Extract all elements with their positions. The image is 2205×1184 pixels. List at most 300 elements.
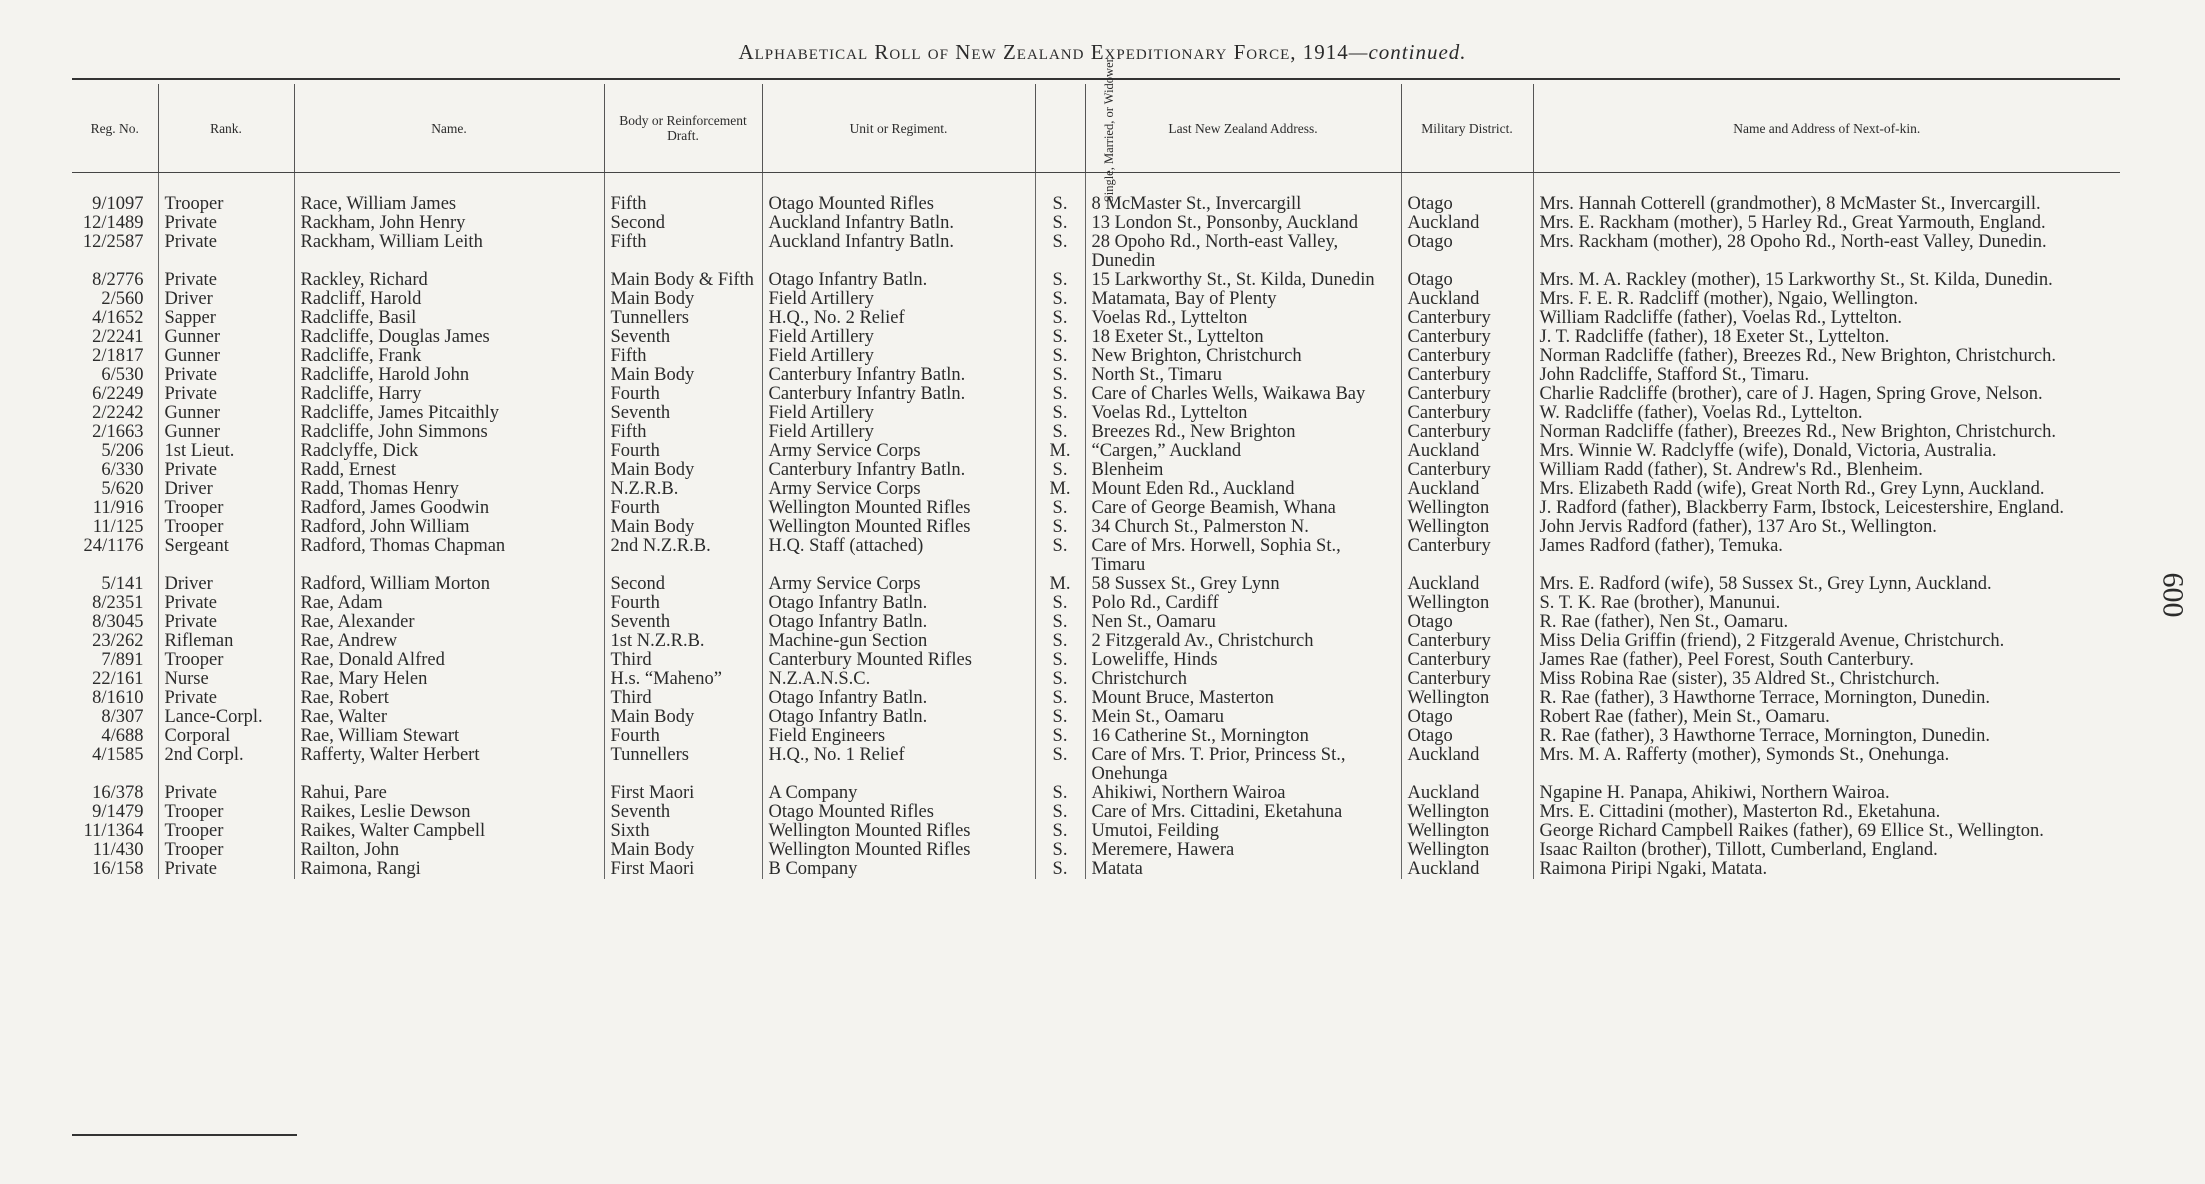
reg-no-cell: 5/620: [72, 480, 158, 499]
draft-cell: Seventh: [604, 613, 762, 632]
table-row: [72, 404, 2120, 423]
address-cell: Care of Mrs. Horwell, Sophia St., Timaru: [1085, 537, 1401, 575]
address-cell: Loweliffe, Hinds: [1085, 651, 1401, 670]
bottom-rule: [72, 1134, 297, 1136]
name-cell: Rae, William Stewart: [294, 727, 604, 746]
table-row: [72, 651, 2120, 670]
marital-cell: S.: [1035, 746, 1085, 784]
name-cell: Rae, Robert: [294, 689, 604, 708]
marital-cell: S.: [1035, 651, 1085, 670]
district-cell: Auckland: [1401, 575, 1533, 594]
district-cell: Auckland: [1401, 860, 1533, 879]
reg-no-cell: 24/1176: [72, 537, 158, 575]
unit-cell: Army Service Corps: [762, 480, 1035, 499]
table-row: [72, 575, 2120, 594]
reg-no-cell: 12/1489: [72, 214, 158, 233]
rank-cell: Gunner: [158, 423, 294, 442]
reg-no-cell: 22/161: [72, 670, 158, 689]
reg-no-cell: 9/1479: [72, 803, 158, 822]
draft-cell: First Maori: [604, 784, 762, 803]
rank-cell: Nurse: [158, 670, 294, 689]
address-cell: Mount Bruce, Masterton: [1085, 689, 1401, 708]
name-cell: Radford, Thomas Chapman: [294, 537, 604, 575]
table-row: [72, 594, 2120, 613]
draft-cell: Main Body: [604, 366, 762, 385]
unit-cell: Auckland Infantry Batln.: [762, 214, 1035, 233]
name-cell: Radcliff, Harold: [294, 290, 604, 309]
unit-cell: H.Q. Staff (attached): [762, 537, 1035, 575]
rank-cell: Gunner: [158, 328, 294, 347]
table-row: [72, 708, 2120, 727]
name-cell: Rafferty, Walter Herbert: [294, 746, 604, 784]
table-row: [72, 328, 2120, 347]
draft-cell: First Maori: [604, 860, 762, 879]
address-cell: Breezes Rd., New Brighton: [1085, 423, 1401, 442]
reg-no-cell: 2/1663: [72, 423, 158, 442]
table-row: [72, 670, 2120, 689]
kin-cell: R. Rae (father), 3 Hawthorne Terrace, Mornington, Dunedin.: [1539, 727, 1990, 746]
district-cell: Wellington: [1401, 841, 1533, 860]
rank-cell: Private: [158, 214, 294, 233]
draft-cell: 2nd N.Z.R.B.: [604, 537, 762, 575]
reg-no-cell: 7/891: [72, 651, 158, 670]
reg-no-cell: 12/2587: [72, 233, 158, 271]
district-cell: Canterbury: [1401, 309, 1533, 328]
draft-cell: Main Body: [604, 290, 762, 309]
marital-cell: M.: [1035, 442, 1085, 461]
col-marital-label: Single, Married, or Widower.: [1101, 55, 1116, 202]
marital-cell: S.: [1035, 499, 1085, 518]
rank-cell: 1st Lieut.: [158, 442, 294, 461]
table-row: [72, 366, 2120, 385]
marital-cell: S.: [1035, 784, 1085, 803]
district-cell: Canterbury: [1401, 385, 1533, 404]
draft-cell: Fourth: [604, 385, 762, 404]
table-row: [72, 290, 2120, 309]
district-cell: Otago: [1401, 195, 1533, 214]
marital-cell: S.: [1035, 670, 1085, 689]
unit-cell: Field Artillery: [762, 290, 1035, 309]
marital-cell: S.: [1035, 613, 1085, 632]
unit-cell: Field Artillery: [762, 328, 1035, 347]
rank-cell: 2nd Corpl.: [158, 746, 294, 784]
address-cell: Voelas Rd., Lyttelton: [1085, 404, 1401, 423]
name-cell: Raikes, Leslie Dewson: [294, 803, 604, 822]
marital-cell: S.: [1035, 385, 1085, 404]
address-cell: Matata: [1085, 860, 1401, 879]
kin-cell: Norman Radcliffe (father), Breezes Rd., New Brighton, Christchurch.: [1539, 347, 2056, 366]
reg-no-cell: 4/1652: [72, 309, 158, 328]
reg-no-cell: 8/2351: [72, 594, 158, 613]
rank-cell: Sergeant: [158, 537, 294, 575]
kin-cell: R. Rae (father), 3 Hawthorne Terrace, Mornington, Dunedin.: [1539, 689, 1990, 708]
marital-cell: M.: [1035, 480, 1085, 499]
col-kin: Name and Address of Next-of-kin.: [1533, 84, 2120, 173]
address-cell: Meremere, Hawera: [1085, 841, 1401, 860]
district-cell: Wellington: [1401, 803, 1533, 822]
district-cell: Wellington: [1401, 518, 1533, 537]
district-cell: Otago: [1401, 233, 1533, 271]
rank-cell: Lance-Corpl.: [158, 708, 294, 727]
header-row: [72, 84, 2120, 173]
name-cell: Radcliffe, Basil: [294, 309, 604, 328]
marital-cell: S.: [1035, 708, 1085, 727]
name-cell: Raikes, Walter Campbell: [294, 822, 604, 841]
draft-cell: H.s. “Maheno”: [604, 670, 762, 689]
draft-cell: Main Body: [604, 708, 762, 727]
reg-no-cell: 16/158: [72, 860, 158, 879]
district-cell: Wellington: [1401, 499, 1533, 518]
table-row: [72, 632, 2120, 651]
reg-no-cell: 16/378: [72, 784, 158, 803]
table-row: [72, 860, 2120, 879]
unit-cell: Field Artillery: [762, 423, 1035, 442]
kin-cell: William Radcliffe (father), Voelas Rd., Lyttelton.: [1539, 309, 1902, 328]
marital-cell: S.: [1035, 404, 1085, 423]
table-row: [72, 822, 2120, 841]
marital-cell: S.: [1035, 537, 1085, 575]
unit-cell: B Company: [762, 860, 1035, 879]
rank-cell: Private: [158, 860, 294, 879]
reg-no-cell: 8/2776: [72, 271, 158, 290]
draft-cell: Third: [604, 651, 762, 670]
draft-cell: Fifth: [604, 195, 762, 214]
district-cell: Canterbury: [1401, 632, 1533, 651]
kin-cell: John Radcliffe, Stafford St., Timaru.: [1539, 366, 1810, 385]
district-cell: Auckland: [1401, 784, 1533, 803]
kin-cell: William Radd (father), St. Andrew's Rd., Blenheim.: [1539, 461, 1923, 480]
unit-cell: Otago Infantry Batln.: [762, 613, 1035, 632]
rank-cell: Trooper: [158, 651, 294, 670]
table-row: [72, 537, 2120, 575]
name-cell: Rae, Donald Alfred: [294, 651, 604, 670]
title-continued: —continued.: [1348, 40, 1467, 64]
marital-cell: S.: [1035, 803, 1085, 822]
kin-cell: Isaac Railton (brother), Tillott, Cumberland, England.: [1539, 841, 1938, 860]
reg-no-cell: 11/1364: [72, 822, 158, 841]
unit-cell: Canterbury Infantry Batln.: [762, 366, 1035, 385]
kin-cell: Mrs. Elizabeth Radd (wife), Great North Rd., Grey Lynn, Auckland.: [1539, 480, 2045, 499]
address-cell: 34 Church St., Palmerston N.: [1085, 518, 1401, 537]
col-reg-no: Reg. No.: [72, 84, 158, 173]
unit-cell: Auckland Infantry Batln.: [762, 233, 1035, 271]
rank-cell: Private: [158, 689, 294, 708]
district-cell: Auckland: [1401, 442, 1533, 461]
address-cell: 16 Catherine St., Mornington: [1085, 727, 1401, 746]
district-cell: Canterbury: [1401, 537, 1533, 575]
rank-cell: Trooper: [158, 499, 294, 518]
kin-cell: George Richard Campbell Raikes (father), 69 Ellice St., Wellington.: [1539, 822, 2044, 841]
unit-cell: Otago Mounted Rifles: [762, 803, 1035, 822]
marital-cell: S.: [1035, 309, 1085, 328]
rank-cell: Rifleman: [158, 632, 294, 651]
col-marital: [1035, 55, 1116, 202]
draft-cell: Fifth: [604, 423, 762, 442]
district-cell: Canterbury: [1401, 328, 1533, 347]
draft-cell: Seventh: [604, 803, 762, 822]
reg-no-cell: 8/307: [72, 708, 158, 727]
address-cell: Care of Mrs. Cittadini, Eketahuna: [1085, 803, 1401, 822]
unit-cell: Canterbury Mounted Rifles: [762, 651, 1035, 670]
unit-cell: Wellington Mounted Rifles: [762, 499, 1035, 518]
address-cell: 2 Fitzgerald Av., Christchurch: [1085, 632, 1401, 651]
draft-cell: Fifth: [604, 233, 762, 271]
table-row: [72, 271, 2120, 290]
district-cell: Otago: [1401, 727, 1533, 746]
reg-no-cell: 9/1097: [72, 195, 158, 214]
unit-cell: Wellington Mounted Rifles: [762, 822, 1035, 841]
col-rank: Rank.: [158, 84, 294, 173]
name-cell: Rackham, John Henry: [294, 214, 604, 233]
name-cell: Raimona, Rangi: [294, 860, 604, 879]
kin-cell: Ngapine H. Panapa, Ahikiwi, Northern Wairoa.: [1539, 784, 1890, 803]
address-cell: 58 Sussex St., Grey Lynn: [1085, 575, 1401, 594]
name-cell: Rae, Walter: [294, 708, 604, 727]
draft-cell: Fourth: [604, 442, 762, 461]
table-row: [72, 784, 2120, 803]
rank-cell: Private: [158, 461, 294, 480]
kin-cell: John Jervis Radford (father), 137 Aro St., Wellington.: [1539, 518, 1937, 537]
district-cell: Canterbury: [1401, 404, 1533, 423]
table-row: [72, 195, 2120, 214]
district-cell: Wellington: [1401, 689, 1533, 708]
kin-cell: Mrs. Winnie W. Radclyffe (wife), Donald, Victoria, Australia.: [1539, 442, 1997, 461]
reg-no-cell: 11/916: [72, 499, 158, 518]
unit-cell: Otago Infantry Batln.: [762, 594, 1035, 613]
marital-cell: S.: [1035, 347, 1085, 366]
table-row: [72, 727, 2120, 746]
kin-cell: Mrs. E. Radford (wife), 58 Sussex St., Grey Lynn, Auckland.: [1539, 575, 1992, 594]
name-cell: Rackley, Richard: [294, 271, 604, 290]
address-cell: Blenheim: [1085, 461, 1401, 480]
rank-cell: Driver: [158, 480, 294, 499]
kin-cell: Mrs. M. A. Rackley (mother), 15 Larkworthy St., St. Kilda, Dunedin.: [1539, 271, 2053, 290]
reg-no-cell: 8/3045: [72, 613, 158, 632]
kin-cell: Raimona Piripi Ngaki, Matata.: [1539, 860, 1768, 879]
unit-cell: H.Q., No. 1 Relief: [762, 746, 1035, 784]
rank-cell: Trooper: [158, 822, 294, 841]
kin-cell: S. T. K. Rae (brother), Manunui.: [1539, 594, 1781, 613]
table-row: [72, 499, 2120, 518]
address-cell: “Cargen,” Auckland: [1085, 442, 1401, 461]
draft-cell: N.Z.R.B.: [604, 480, 762, 499]
district-cell: Otago: [1401, 708, 1533, 727]
reg-no-cell: 6/330: [72, 461, 158, 480]
draft-cell: Main Body & Fifth: [604, 271, 762, 290]
unit-cell: Canterbury Infantry Batln.: [762, 385, 1035, 404]
name-cell: Radcliffe, Douglas James: [294, 328, 604, 347]
col-name: Name.: [294, 84, 604, 173]
kin-cell: Mrs. E. Cittadini (mother), Masterton Rd., Eketahuna.: [1539, 803, 1941, 822]
col-district: Military District.: [1401, 84, 1533, 173]
district-cell: Auckland: [1401, 746, 1533, 784]
reg-no-cell: 5/206: [72, 442, 158, 461]
name-cell: Radd, Ernest: [294, 461, 604, 480]
rank-cell: Private: [158, 271, 294, 290]
unit-cell: Machine-gun Section: [762, 632, 1035, 651]
kin-cell: Miss Robina Rae (sister), 35 Aldred St., Christchurch.: [1539, 670, 1940, 689]
reg-no-cell: 23/262: [72, 632, 158, 651]
name-cell: Radford, James Goodwin: [294, 499, 604, 518]
table-row: [72, 442, 2120, 461]
address-cell: 18 Exeter St., Lyttelton: [1085, 328, 1401, 347]
draft-cell: Fifth: [604, 347, 762, 366]
reg-no-cell: 2/2242: [72, 404, 158, 423]
kin-cell: Robert Rae (father), Mein St., Oamaru.: [1539, 708, 1830, 727]
address-cell: Matamata, Bay of Plenty: [1085, 290, 1401, 309]
draft-cell: Fourth: [604, 727, 762, 746]
kin-cell: J. Radford (father), Blackberry Farm, Ibstock, Leicestershire, England.: [1539, 499, 2064, 518]
rank-cell: Private: [158, 233, 294, 271]
address-cell: 8 McMaster St., Invercargill: [1085, 195, 1401, 214]
reg-no-cell: 5/141: [72, 575, 158, 594]
spacer-row: [72, 173, 2120, 196]
kin-cell: Mrs. F. E. R. Radcliff (mother), Ngaio, Wellington.: [1539, 290, 1919, 309]
marital-cell: S.: [1035, 195, 1085, 214]
table-row: [72, 461, 2120, 480]
marital-cell: S.: [1035, 233, 1085, 271]
name-cell: Rackham, William Leith: [294, 233, 604, 271]
marital-cell: S.: [1035, 328, 1085, 347]
name-cell: Radcliffe, James Pitcaithly: [294, 404, 604, 423]
address-cell: Nen St., Oamaru: [1085, 613, 1401, 632]
district-cell: Auckland: [1401, 214, 1533, 233]
name-cell: Radford, John William: [294, 518, 604, 537]
address-cell: Polo Rd., Cardiff: [1085, 594, 1401, 613]
kin-cell: James Radford (father), Temuka.: [1539, 537, 1783, 556]
table-row: [72, 480, 2120, 499]
rank-cell: Trooper: [158, 518, 294, 537]
rank-cell: Gunner: [158, 347, 294, 366]
draft-cell: Sixth: [604, 822, 762, 841]
marital-cell: S.: [1035, 727, 1085, 746]
marital-cell: S.: [1035, 689, 1085, 708]
district-cell: Auckland: [1401, 480, 1533, 499]
draft-cell: Third: [604, 689, 762, 708]
draft-cell: Seventh: [604, 404, 762, 423]
marital-cell: S.: [1035, 271, 1085, 290]
draft-cell: Second: [604, 575, 762, 594]
address-cell: 13 London St., Ponsonby, Auckland: [1085, 214, 1401, 233]
draft-cell: Fourth: [604, 499, 762, 518]
marital-cell: S.: [1035, 214, 1085, 233]
rank-cell: Private: [158, 613, 294, 632]
rank-cell: Driver: [158, 575, 294, 594]
marital-cell: M.: [1035, 575, 1085, 594]
kin-cell: Charlie Radcliffe (brother), care of J. Hagen, Spring Grove, Nelson.: [1539, 385, 2043, 404]
table-row: [72, 233, 2120, 271]
marital-cell: S.: [1035, 594, 1085, 613]
reg-no-cell: 8/1610: [72, 689, 158, 708]
draft-cell: Tunnellers: [604, 309, 762, 328]
name-cell: Rae, Mary Helen: [294, 670, 604, 689]
draft-cell: Main Body: [604, 461, 762, 480]
kin-cell: J. T. Radcliffe (father), 18 Exeter St., Lyttelton.: [1539, 328, 1890, 347]
name-cell: Rae, Adam: [294, 594, 604, 613]
kin-cell: Mrs. M. A. Rafferty (mother), Symonds St., Onehunga.: [1539, 746, 1950, 765]
district-cell: Wellington: [1401, 822, 1533, 841]
rank-cell: Corporal: [158, 727, 294, 746]
top-rule: [72, 78, 2120, 80]
address-cell: Umutoi, Feilding: [1085, 822, 1401, 841]
reg-no-cell: 4/688: [72, 727, 158, 746]
table-row: [72, 385, 2120, 404]
reg-no-cell: 6/530: [72, 366, 158, 385]
unit-cell: A Company: [762, 784, 1035, 803]
unit-cell: N.Z.A.N.S.C.: [762, 670, 1035, 689]
reg-no-cell: 2/560: [72, 290, 158, 309]
unit-cell: Field Artillery: [762, 347, 1035, 366]
unit-cell: Otago Infantry Batln.: [762, 271, 1035, 290]
unit-cell: Field Artillery: [762, 404, 1035, 423]
unit-cell: Wellington Mounted Rifles: [762, 841, 1035, 860]
table-row: [72, 841, 2120, 860]
kin-cell: Miss Delia Griffin (friend), 2 Fitzgerald Avenue, Christchurch.: [1539, 632, 2005, 651]
address-cell: 15 Larkworthy St., St. Kilda, Dunedin: [1085, 271, 1401, 290]
marital-cell: S.: [1035, 461, 1085, 480]
rank-cell: Private: [158, 594, 294, 613]
table-row: [72, 613, 2120, 632]
roll-table: [72, 55, 2120, 879]
col-unit: Unit or Regiment.: [762, 84, 1035, 173]
unit-cell: H.Q., No. 2 Relief: [762, 309, 1035, 328]
reg-no-cell: 2/2241: [72, 328, 158, 347]
draft-cell: Main Body: [604, 841, 762, 860]
name-cell: Rahui, Pare: [294, 784, 604, 803]
name-cell: Radd, Thomas Henry: [294, 480, 604, 499]
rank-cell: Private: [158, 385, 294, 404]
table-row: [72, 423, 2120, 442]
address-cell: Ahikiwi, Northern Wairoa: [1085, 784, 1401, 803]
table-row: [72, 214, 2120, 233]
name-cell: Radford, William Morton: [294, 575, 604, 594]
draft-cell: Seventh: [604, 328, 762, 347]
table-row: [72, 347, 2120, 366]
district-cell: Auckland: [1401, 290, 1533, 309]
marital-cell: S.: [1035, 518, 1085, 537]
table-row: [72, 746, 2120, 784]
name-cell: Radcliffe, Harry: [294, 385, 604, 404]
district-cell: Canterbury: [1401, 423, 1533, 442]
unit-cell: Army Service Corps: [762, 575, 1035, 594]
rank-cell: Trooper: [158, 195, 294, 214]
unit-cell: Otago Mounted Rifles: [762, 195, 1035, 214]
marital-cell: S.: [1035, 366, 1085, 385]
kin-cell: Mrs. Hannah Cotterell (grandmother), 8 McMaster St., Invercargill.: [1539, 195, 2041, 214]
name-cell: Railton, John: [294, 841, 604, 860]
unit-cell: Field Engineers: [762, 727, 1035, 746]
draft-cell: Second: [604, 214, 762, 233]
address-cell: Care of Mrs. T. Prior, Princess St., Onehunga: [1085, 746, 1401, 784]
address-cell: Mount Eden Rd., Auckland: [1085, 480, 1401, 499]
reg-no-cell: 6/2249: [72, 385, 158, 404]
unit-cell: Otago Infantry Batln.: [762, 708, 1035, 727]
title-main: Alphabetical Roll of New Zealand Expeditionary Force, 1914: [738, 40, 1349, 64]
district-cell: Canterbury: [1401, 366, 1533, 385]
draft-cell: Tunnellers: [604, 746, 762, 784]
address-cell: Christchurch: [1085, 670, 1401, 689]
marital-cell: S.: [1035, 860, 1085, 879]
marital-cell: S.: [1035, 423, 1085, 442]
name-cell: Rae, Andrew: [294, 632, 604, 651]
kin-cell: W. Radcliffe (father), Voelas Rd., Lyttelton.: [1539, 404, 1863, 423]
kin-cell: Mrs. Rackham (mother), 28 Opoho Rd., North-east Valley, Dunedin.: [1539, 233, 2047, 252]
address-cell: Care of Charles Wells, Waikawa Bay: [1085, 385, 1401, 404]
kin-cell: R. Rae (father), Nen St., Oamaru.: [1539, 613, 1789, 632]
address-cell: New Brighton, Christchurch: [1085, 347, 1401, 366]
reg-no-cell: 4/1585: [72, 746, 158, 784]
kin-cell: Mrs. E. Rackham (mother), 5 Harley Rd., Great Yarmouth, England.: [1539, 214, 2046, 233]
